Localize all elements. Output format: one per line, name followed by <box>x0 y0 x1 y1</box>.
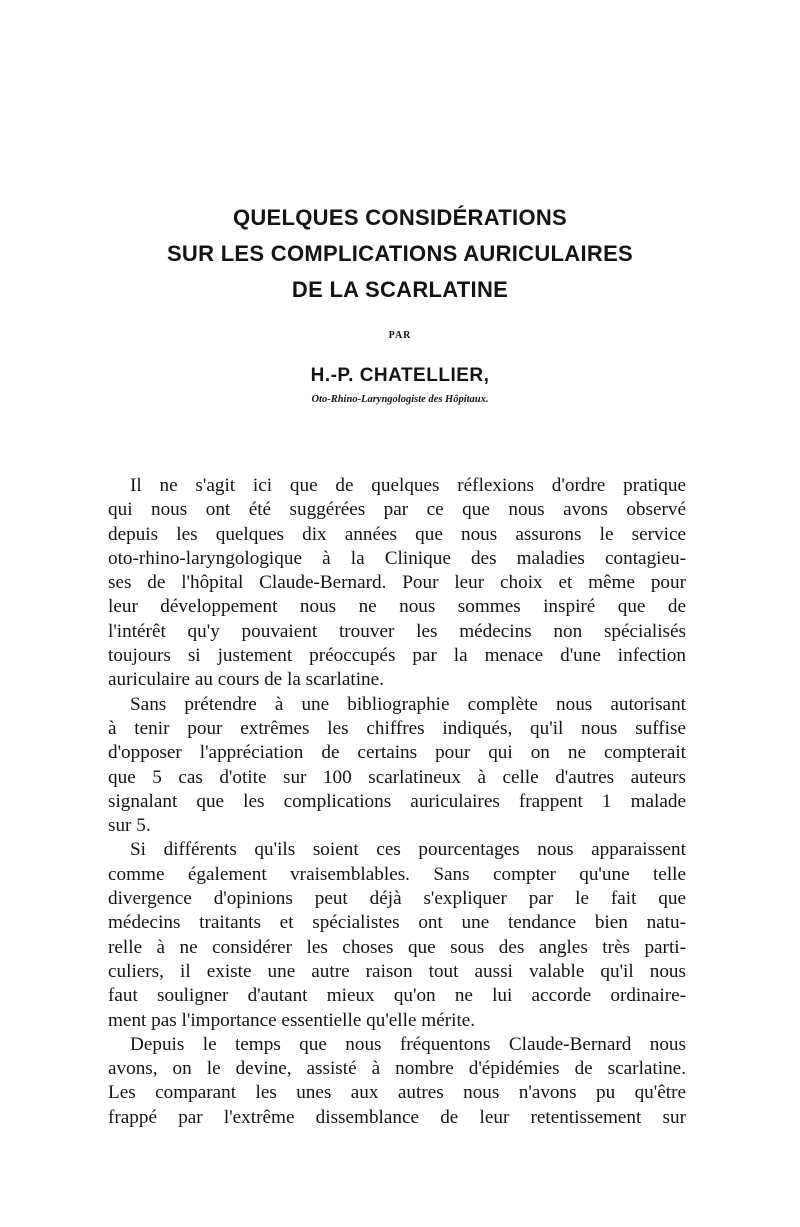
text-line: Les comparant les unes aux autres nous n'avons pu qu'être <box>108 1082 686 1104</box>
text-line: auriculaire au cours de la scarlatine. <box>108 669 384 691</box>
text-line: que 5 cas d'otite sur 100 scarlatineux à celle d'autres auteurs <box>108 766 686 788</box>
text-line: Sans prétendre à une bibliographie complète nous autorisant <box>130 693 686 715</box>
text-line: ment pas l'importance essentielle qu'elle mérite. <box>108 1009 476 1031</box>
text-line: sur 5. <box>108 815 151 837</box>
title-line-3: DE LA SCARLATINE <box>291 277 509 302</box>
text-line: depuis les quelques dix années que nous assurons le service <box>108 523 686 545</box>
text-line: à tenir pour extrêmes les chiffres indiqués, qu'il nous suffise <box>108 717 686 739</box>
text-line: Si différents qu'ils soient ces pourcentages nous apparaissent <box>130 839 686 861</box>
text-line: ses de l'hôpital Claude-Bernard. Pour leur choix et même pour <box>108 572 686 594</box>
text-line: Il ne s'agit ici que de quelques réflexions d'ordre pratique <box>130 475 686 496</box>
text-line: d'opposer l'appréciation de certains pour qui on ne compterait <box>108 742 686 764</box>
text-line: culiers, il existe une autre raison tout aussi valable qu'il nous <box>108 960 686 982</box>
author-name: H.-P. CHATELLIER, <box>310 365 490 386</box>
text-line: comme également vraisemblables. Sans compter qu'une telle <box>108 863 686 885</box>
text-line: Depuis le temps que nous fréquentons Claude-Bernard nous <box>130 1033 686 1055</box>
text-line: avons, on le devine, assisté à nombre d'épidémies de scarlatine. <box>108 1058 686 1080</box>
author-affiliation: Oto-Rhino-Laryngologiste des Hôpitaux. <box>311 394 489 405</box>
text-line: qui nous ont été suggérées par ce que nous avons observé <box>108 499 686 521</box>
title-line-1: QUELQUES CONSIDÉRATIONS <box>232 205 568 230</box>
text-line: frappé par l'extrême dissemblance de leur retentissement sur <box>108 1106 686 1128</box>
text-line: toujours si justement préoccupés par la menace d'une infection <box>108 645 686 667</box>
byline-par: PAR <box>388 330 412 341</box>
text-line: relle à ne considérer les choses que sous des angles très parti- <box>108 936 686 958</box>
text-line: oto-rhino-laryngologique à la Clinique des maladies contagieu- <box>108 547 686 569</box>
text-line: signalant que les complications auriculaires frappent 1 malade <box>108 790 686 812</box>
text-line: leur développement nous ne nous sommes inspiré que de <box>108 596 686 618</box>
text-line: divergence d'opinions peut déjà s'expliquer par le fait que <box>108 888 686 910</box>
title-line-2: SUR LES COMPLICATIONS AURICULAIRES <box>166 241 634 266</box>
text-line: médecins traitants et spécialistes ont une tendance bien natu- <box>108 912 686 934</box>
text-line: l'intérêt qu'y pouvaient trouver les médecins non spécialisés <box>108 620 686 642</box>
text-line: faut souligner d'autant mieux qu'on ne lui accorde ordinaire- <box>108 985 686 1007</box>
article-title <box>0 200 800 308</box>
body-text <box>108 474 686 1130</box>
